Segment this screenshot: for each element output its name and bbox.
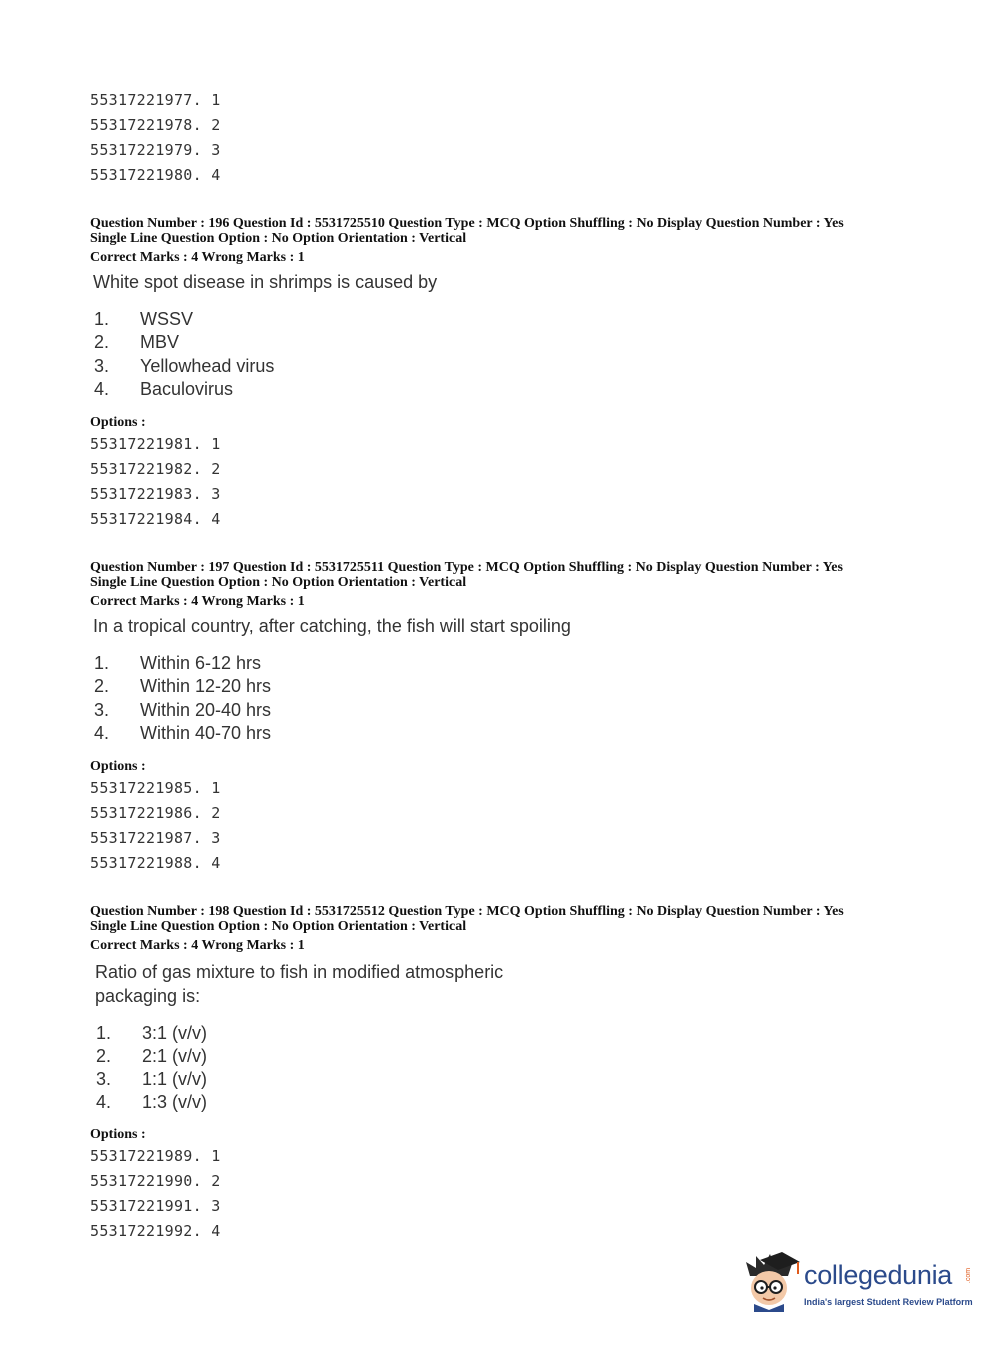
choice-text: 1:3 (v/v)	[142, 1092, 208, 1112]
answer-choice	[94, 378, 233, 400]
option-code: 55317221988. 4	[90, 854, 221, 872]
choice-number: 1.	[94, 653, 110, 673]
option-code: 55317221982. 2	[90, 460, 221, 478]
question-text-line2: packaging is:	[95, 986, 201, 1006]
choice-number: 3.	[96, 1069, 112, 1089]
option-code: 55317221991. 3	[90, 1197, 221, 1215]
choice-text: 2:1 (v/v)	[142, 1046, 208, 1066]
answer-choice	[94, 699, 271, 721]
question-meta-line1: Question Number : 196 Question Id : 5531725510 Question Type : MCQ Option Shuffling : No Display Question Number : Yes	[90, 216, 844, 231]
logo-suffix: .com	[965, 1267, 973, 1284]
answer-choice	[94, 722, 271, 744]
options-label: Options :	[90, 415, 146, 430]
choice-number: 1.	[96, 1023, 112, 1043]
choice-number: 2.	[96, 1046, 112, 1066]
choice-text: Within 20-40 hrs	[140, 700, 272, 720]
collegedunia-logo[interactable]	[742, 1250, 972, 1314]
options-label: Options :	[90, 1127, 146, 1142]
answer-choice	[96, 1045, 207, 1067]
option-code: 55317221980. 4	[90, 166, 221, 184]
options-label: Options :	[90, 759, 146, 774]
question-marks: Correct Marks : 4 Wrong Marks : 1	[90, 594, 305, 609]
mascot-graduate-icon	[742, 1250, 802, 1312]
choice-text: Within 40-70 hrs	[140, 723, 272, 743]
option-code: 55317221978. 2	[90, 116, 221, 134]
choice-text: 1:1 (v/v)	[142, 1069, 208, 1089]
answer-choice	[96, 1022, 207, 1044]
choice-number: 2.	[94, 332, 110, 352]
option-code: 55317221984. 4	[90, 510, 221, 528]
choice-number: 3.	[94, 700, 110, 720]
answer-choice	[94, 308, 193, 330]
answer-choice	[94, 652, 261, 674]
choice-text: WSSV	[140, 309, 194, 329]
choice-text: MBV	[140, 332, 180, 352]
question-meta-line2: Single Line Question Option : No Option Orientation : Vertical	[90, 575, 467, 590]
choice-number: 4.	[94, 379, 110, 399]
option-code: 55317221985. 1	[90, 779, 221, 797]
question-meta-line2: Single Line Question Option : No Option Orientation : Vertical	[90, 231, 467, 246]
option-code: 55317221990. 2	[90, 1172, 221, 1190]
answer-choice	[94, 331, 179, 353]
choice-number: 2.	[94, 676, 110, 696]
question-meta-line2: Single Line Question Option : No Option Orientation : Vertical	[90, 919, 467, 934]
choice-text: Within 12-20 hrs	[140, 676, 272, 696]
answer-choice	[96, 1068, 207, 1090]
question-text: White spot disease in shrimps is caused by	[93, 272, 438, 292]
answer-choice	[94, 355, 274, 377]
question-text: In a tropical country, after catching, the fish will start spoiling	[93, 616, 571, 636]
option-code: 55317221977. 1	[90, 91, 221, 109]
option-code: 55317221981. 1	[90, 435, 221, 453]
answer-choice	[94, 675, 271, 697]
option-code: 55317221992. 4	[90, 1222, 221, 1240]
question-meta-line1: Question Number : 198 Question Id : 5531725512 Question Type : MCQ Option Shuffling : No Display Question Number : Yes	[90, 904, 844, 919]
option-code: 55317221989. 1	[90, 1147, 221, 1165]
question-marks: Correct Marks : 4 Wrong Marks : 1	[90, 250, 305, 265]
choice-text: Yellowhead virus	[140, 356, 275, 376]
choice-text: Within 6-12 hrs	[140, 653, 262, 673]
question-text-line1: Ratio of gas mixture to fish in modified atmospheric	[95, 962, 504, 982]
option-code: 55317221983. 3	[90, 485, 221, 503]
choice-text: 3:1 (v/v)	[142, 1023, 208, 1043]
choice-number: 4.	[96, 1092, 112, 1112]
choice-text: Baculovirus	[140, 379, 234, 399]
question-meta-line1: Question Number : 197 Question Id : 5531725511 Question Type : MCQ Option Shuffling : No Display Question Number : Yes	[90, 560, 843, 575]
answer-choice	[96, 1091, 207, 1113]
option-code: 55317221987. 3	[90, 829, 221, 847]
choice-number: 4.	[94, 723, 110, 743]
logo-tagline: India's largest Student Review Platform	[804, 1297, 973, 1307]
choice-number: 1.	[94, 309, 110, 329]
option-code: 55317221979. 3	[90, 141, 221, 159]
question-marks: Correct Marks : 4 Wrong Marks : 1	[90, 938, 305, 953]
option-code: 55317221986. 2	[90, 804, 221, 822]
logo-wordmark: collegedunia	[804, 1260, 953, 1290]
choice-number: 3.	[94, 356, 110, 376]
